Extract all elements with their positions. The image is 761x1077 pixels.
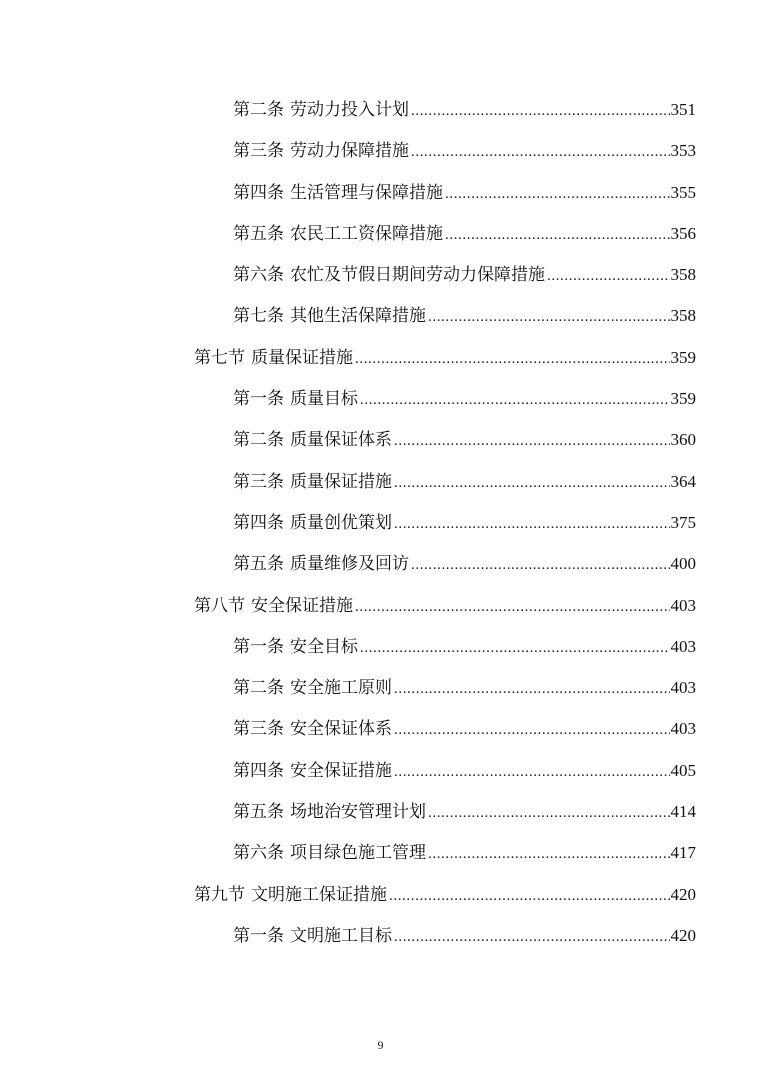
toc-dot-leader	[360, 628, 670, 669]
toc-entry-label	[233, 627, 358, 668]
toc-section-entry[interactable]	[0, 585, 696, 626]
toc-dot-leader	[411, 132, 670, 173]
toc-entry-title: 安全施工原则	[290, 678, 392, 699]
toc-entry-number: 第五条	[233, 554, 284, 575]
toc-entry[interactable]	[0, 915, 696, 956]
toc-entry-number: 第三条	[233, 471, 284, 492]
toc-entry-number: 第六条	[233, 843, 284, 864]
toc-entry-title: 质量保证体系	[290, 430, 392, 451]
toc-entry-label	[233, 379, 358, 420]
toc-entry-number: 第一条	[233, 389, 284, 410]
toc-entry[interactable]	[0, 750, 696, 791]
toc-entry[interactable]	[0, 213, 696, 254]
toc-entry-title: 农忙及节假日期间劳动力保障措施	[290, 265, 545, 286]
toc-entry-page: 364	[670, 471, 696, 491]
toc-entry-label	[233, 255, 545, 296]
toc-entry-title: 劳动力投入计划	[290, 100, 409, 120]
page-number: 9	[377, 1038, 384, 1052]
toc-entry-page: 375	[670, 512, 696, 532]
toc-entry-title: 场地治安管理计划	[290, 802, 426, 823]
toc-entry-page: 420	[670, 884, 696, 904]
toc-dot-leader	[389, 876, 670, 917]
toc-entry-page: 414	[670, 802, 696, 822]
toc-entry-title: 安全保证体系	[290, 719, 392, 740]
toc-entry-number: 第六条	[233, 265, 284, 286]
toc-entry-title: 生活管理与保障措施	[290, 182, 443, 203]
toc-entry-page: 359	[670, 347, 696, 367]
toc-entry-page: 400	[670, 554, 696, 574]
toc-dot-leader	[428, 793, 670, 834]
toc-dot-leader	[428, 297, 670, 338]
toc-entry-page: 358	[670, 265, 696, 285]
toc-entry-label	[233, 833, 426, 874]
toc-entry[interactable]	[0, 254, 696, 295]
toc-section-number: 第八节	[194, 595, 245, 616]
toc-entry-number: 第三条	[233, 141, 284, 162]
toc-entry-title: 质量创优策划	[290, 512, 392, 533]
toc-section-entry[interactable]	[0, 874, 696, 915]
toc-entry-title: 文明施工目标	[290, 925, 392, 946]
toc-entry[interactable]	[0, 832, 696, 873]
toc-entry-label	[233, 916, 392, 957]
toc-entry-label	[194, 875, 387, 916]
toc-dot-leader	[394, 669, 670, 710]
toc-section-number: 第七节	[194, 347, 245, 368]
toc-entry-page: 403	[670, 719, 696, 739]
toc-entry-label	[233, 420, 392, 461]
toc-entry-title: 质量维修及回访	[290, 554, 409, 575]
toc-section-number: 第九节	[194, 884, 245, 905]
toc-entry-page: 358	[670, 306, 696, 326]
toc-entry-page: 351	[670, 100, 696, 119]
toc-entry-title: 其他生活保障措施	[290, 306, 426, 327]
toc-entry-number: 第五条	[233, 223, 284, 244]
toc-entry-label	[233, 296, 426, 337]
toc-entry-label	[233, 173, 443, 214]
table-of-contents	[0, 89, 761, 956]
toc-entry-number: 第三条	[233, 719, 284, 740]
toc-entry-number: 第二条	[233, 100, 284, 120]
toc-dot-leader	[394, 421, 670, 462]
toc-entry[interactable]	[0, 419, 696, 460]
toc-entry-page: 420	[670, 925, 696, 945]
toc-entry[interactable]	[0, 626, 696, 667]
toc-entry-page: 359	[670, 389, 696, 409]
toc-dot-leader	[394, 917, 670, 958]
toc-dot-leader	[411, 545, 670, 586]
toc-dot-leader	[411, 91, 670, 132]
toc-entry-label	[233, 751, 392, 792]
toc-dot-leader	[394, 710, 670, 751]
toc-entry-page: 360	[670, 430, 696, 450]
toc-dot-leader	[355, 587, 670, 628]
toc-entry-label	[233, 792, 426, 833]
toc-section-title: 文明施工保证措施	[251, 884, 387, 905]
toc-entry-number: 第二条	[233, 430, 284, 451]
toc-entry-title: 安全目标	[290, 636, 358, 657]
toc-section-title: 安全保证措施	[251, 595, 353, 616]
toc-dot-leader	[355, 339, 670, 380]
toc-entry-page: 355	[670, 182, 696, 202]
toc-entry[interactable]	[0, 130, 696, 171]
toc-entry-title: 农民工工资保障措施	[290, 223, 443, 244]
toc-entry-page: 403	[670, 678, 696, 698]
toc-entry-number: 第五条	[233, 802, 284, 823]
toc-entry-label	[194, 338, 353, 379]
toc-entry-label	[233, 668, 392, 709]
toc-dot-leader	[394, 752, 670, 793]
toc-entry-label	[194, 586, 353, 627]
toc-entry-number: 第二条	[233, 678, 284, 699]
toc-entry-title: 安全保证措施	[290, 760, 392, 781]
toc-entry[interactable]	[0, 461, 696, 502]
toc-entry-label	[233, 214, 443, 255]
toc-entry-label	[233, 544, 409, 585]
toc-entry[interactable]	[0, 667, 696, 708]
toc-entry-title: 质量目标	[290, 389, 358, 410]
toc-entry-label	[233, 90, 409, 131]
toc-entry-number: 第四条	[233, 512, 284, 533]
toc-entry[interactable]	[0, 89, 696, 130]
toc-dot-leader	[547, 256, 670, 297]
toc-entry-page: 405	[670, 760, 696, 780]
toc-entry-title: 项目绿色施工管理	[290, 843, 426, 864]
toc-entry-label	[233, 503, 392, 544]
toc-entry[interactable]	[0, 502, 696, 543]
toc-entry-page: 403	[670, 636, 696, 656]
toc-entry-page: 403	[670, 595, 696, 615]
toc-entry[interactable]	[0, 708, 696, 749]
toc-dot-leader	[445, 174, 670, 215]
toc-entry-number: 第四条	[233, 182, 284, 203]
toc-entry-label	[233, 709, 392, 750]
toc-entry-title: 质量保证措施	[290, 471, 392, 492]
toc-entry-label	[233, 131, 409, 172]
toc-entry[interactable]	[0, 378, 696, 419]
toc-entry[interactable]	[0, 791, 696, 832]
toc-entry[interactable]	[0, 172, 696, 213]
toc-entry-page: 356	[670, 223, 696, 243]
toc-dot-leader	[394, 504, 670, 545]
toc-entry-page: 353	[670, 141, 696, 161]
toc-entry-number: 第一条	[233, 925, 284, 946]
toc-entry[interactable]	[0, 543, 696, 584]
toc-entry-title: 劳动力保障措施	[290, 141, 409, 162]
toc-section-entry[interactable]	[0, 337, 696, 378]
toc-entry[interactable]	[0, 295, 696, 336]
toc-entry-number: 第七条	[233, 306, 284, 327]
toc-section-title: 质量保证措施	[251, 347, 353, 368]
toc-entry-number: 第一条	[233, 636, 284, 657]
toc-dot-leader	[445, 215, 670, 256]
toc-dot-leader	[394, 463, 670, 504]
toc-dot-leader	[360, 380, 670, 421]
toc-entry-page: 417	[670, 843, 696, 863]
toc-entry-label	[233, 462, 392, 503]
toc-dot-leader	[428, 834, 670, 875]
toc-entry-number: 第四条	[233, 760, 284, 781]
